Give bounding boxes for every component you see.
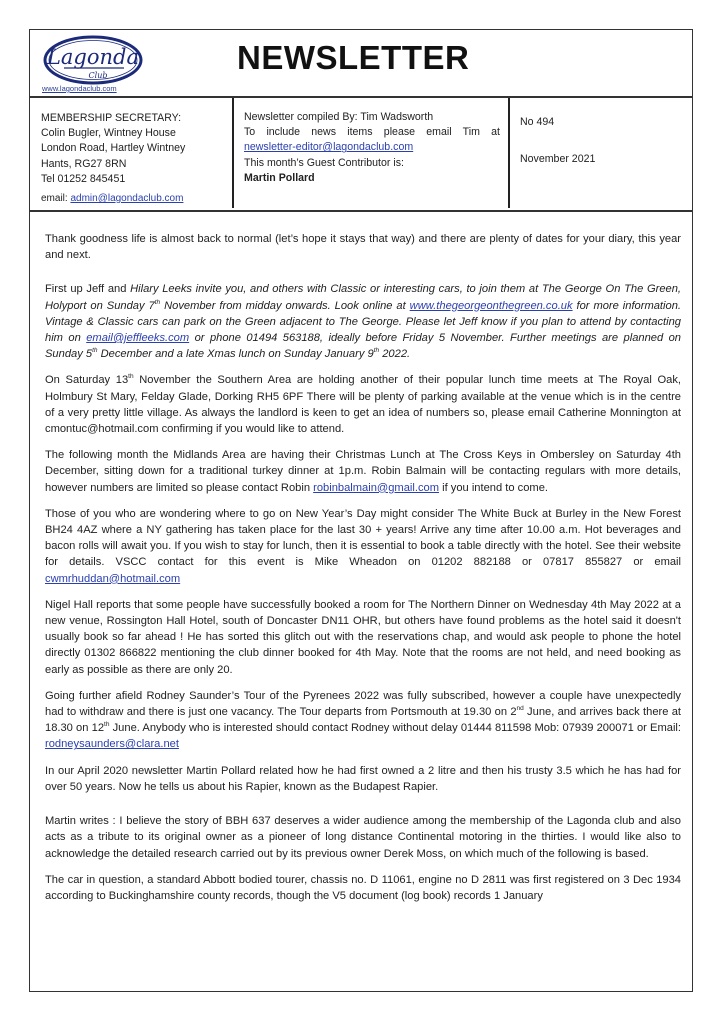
article-body [45,231,681,914]
site-link[interactable]: www.lagondaclub.com [42,84,117,93]
april-newsletter-paragraph: In our April 2020 newsletter Martin Pollard related how he had first owned a 2 litre and then his trusty 3.5 which he has had for over 50 years. Now he tells us about his Rapier, known as the Budapest Rapier. [45,764,681,793]
car-history-paragraph: The car in question, a standard Abbott bodied tourer, chassis no. D 11061, engine no D 2811 was first registered on 3 Dec 1934 according to Buckinghamshire county records, though the V5 document (log book) records 1 January [45,873,681,902]
george-website-link[interactable]: www.thegeorgeonthegreen.co.uk [409,299,573,312]
text-run: June. Anybody who is interested should contact Rodney without delay 01444 811598 Mob: 07939 200071 or Email: [109,722,681,735]
address-line: London Road, Hartley Wintney [41,142,186,155]
southern-area-paragraph [45,372,681,437]
text-run: if you intend to come. [439,481,549,494]
superscript: th [373,347,380,355]
jeff-email-link[interactable]: email@jeffleeks.com [86,332,190,345]
text-run: On Saturday 13 [45,374,129,387]
superscript: nd [516,705,524,713]
new-years-day-paragraph [45,506,681,587]
info-row [30,98,692,212]
editor-email-link[interactable]: newsletter-editor@lagondaclub.com [244,141,414,154]
text-run: December and a late Xmas lunch on Sunday January 9 [97,348,374,361]
compiler-block [232,98,508,208]
newsletter-title: NEWSLETTER [237,39,470,76]
intro-paragraph: Thank goodness life is almost back to normal (let’s hope it stays that way) and there are plenty of dates for your diary, this year and next. [45,233,681,262]
guest-label: This month’s Guest Contributor is: [244,156,404,169]
text-run: November the Southern Area are holding another of their popular lunch time meets at The Royal Oak, Holmbury St Mary, Felday Glade, Dorking RH5 6PF There will be plenty of parking available at the venue which is in the centre of a very pretty little village. As always the landlord is keen to get an idea of numbers so, please email Catherine Monnington at cmontuc@hotmail.com confirming if you would like to attend. [45,374,681,436]
guest-name: Martin Pollard [244,171,315,184]
text-run: or phone 01494 563188, ideally before Friday 5 November. Further meetings are planned on Sunday 5 [45,332,681,361]
issue-number: No 494 [520,116,555,128]
northern-dinner-paragraph: Nigel Hall reports that some people have successfully booked a room for The Northern Dinner on Wednesday 4th May 2022 at a new venue, Rossington Hall Hotel, south of Doncaster DN11 OHR, but others have found problems as the hotel said it doesn't usually book so far ahead ! He has sorted this glitch out with the reservations chap, and would ask people to phone the hotel directly 01302 866822 mentioning the club dinner booked for 4th May. Note that the rooms are not held, and need booking as early as possible as there are only 20. [45,598,681,676]
text-run: First up Jeff and [45,283,131,296]
compiler-line: Newsletter compiled By: Tim Wadsworth [244,111,434,123]
robin-email-link[interactable]: robinbalmain@gmail.com [313,481,440,494]
issue-block [508,98,692,208]
george-on-the-green-paragraph [45,281,681,362]
cwmrhuddan-email-link[interactable]: cwmrhuddan@hotmail.com [45,572,181,585]
pyrenees-tour-paragraph [45,688,681,753]
submission-instructions: To include news items please email Tim at [244,126,500,139]
membership-email-line [41,191,232,206]
newsletter-page [29,29,693,992]
text-run: Going further afield Rodney Saunder’s Tour of the Pyrenees 2022 was fully subscribed, however a couple have unexpectedly had to withdraw and there is just one vacancy. The Tour departs from Portsmouth at 19.30 on 2 [45,689,681,719]
martin-writes-paragraph: Martin writes : I believe the story of BBH 637 deserves a wider audience among the membership of the Lagonda club and also acts as a tribute to its original owner as a pioneer of long distance Continental motoring in the thirties. I would like also to acknowledge the detailed research carried out by its previous owner Derek Moss, on which much of the following is based. [45,815,681,860]
text-run: Those of you who are wondering where to go on New Year’s Day might consider The White Buck at Burley in the New Forest BH24 4AZ where a NY gathering has taken place for the last 30 + years! Arrive any time after 10.00 a.m. Hot beverages and bacon rolls will await you. If you wish to stay for lunch, then it is essential to book a table directly with the hotel. See their website for details. VSCC contact for this event is Mike Wheadon on 01202 882188 or 07817 855827 or email [45,507,681,569]
lagonda-club-logo-icon [42,34,144,86]
issue-date: November 2021 [520,153,596,166]
membership-secretary-block [30,98,232,208]
text-run: 2022. [379,348,411,361]
masthead [30,30,692,98]
superscript: th [128,373,134,381]
text-run: The following month the Midlands Area are having their Christmas Lunch at The Cross Keys in Ombersley on Saturday 4th December, sitting down for a traditional turkey dinner at 1p.m. Robin Balmain will be contacting regulars with more details, however numbers are limited so please contact Robin [45,449,681,494]
email-label: email: [41,193,71,205]
address-line: Colin Bugler, Wintney House [41,127,176,140]
text-run: Hilary Leeks invite you, and others with Classic or interesting cars, to join them at The George On The Green, Holyport on Sunday 7 [45,283,682,312]
text-run: for more information. Vintage & Classic cars can park on the Green adjacent to The George. Please let Jeff know if you plan to attend by contacting him on [45,299,681,345]
text-run: November from midday onwards. Look online at [160,299,410,312]
rodney-email-link[interactable]: rodneysaunders@clara.net [45,738,179,751]
superscript: th [154,298,161,306]
phone-line: Tel 01252 845451 [41,172,126,185]
membership-email-link[interactable]: admin@lagondaclub.com [70,193,184,205]
superscript: th [104,721,110,729]
text-run: June, and arrives back there at 18.30 on 12 [45,706,682,735]
superscript: th [92,347,98,355]
address-line: Hants, RG27 8RN [41,157,127,170]
membership-heading: MEMBERSHIP SECRETARY: [41,112,182,124]
logo-subtext: Club [88,71,108,80]
midlands-area-paragraph [45,447,681,496]
logo-text: Lagonda [46,45,140,69]
